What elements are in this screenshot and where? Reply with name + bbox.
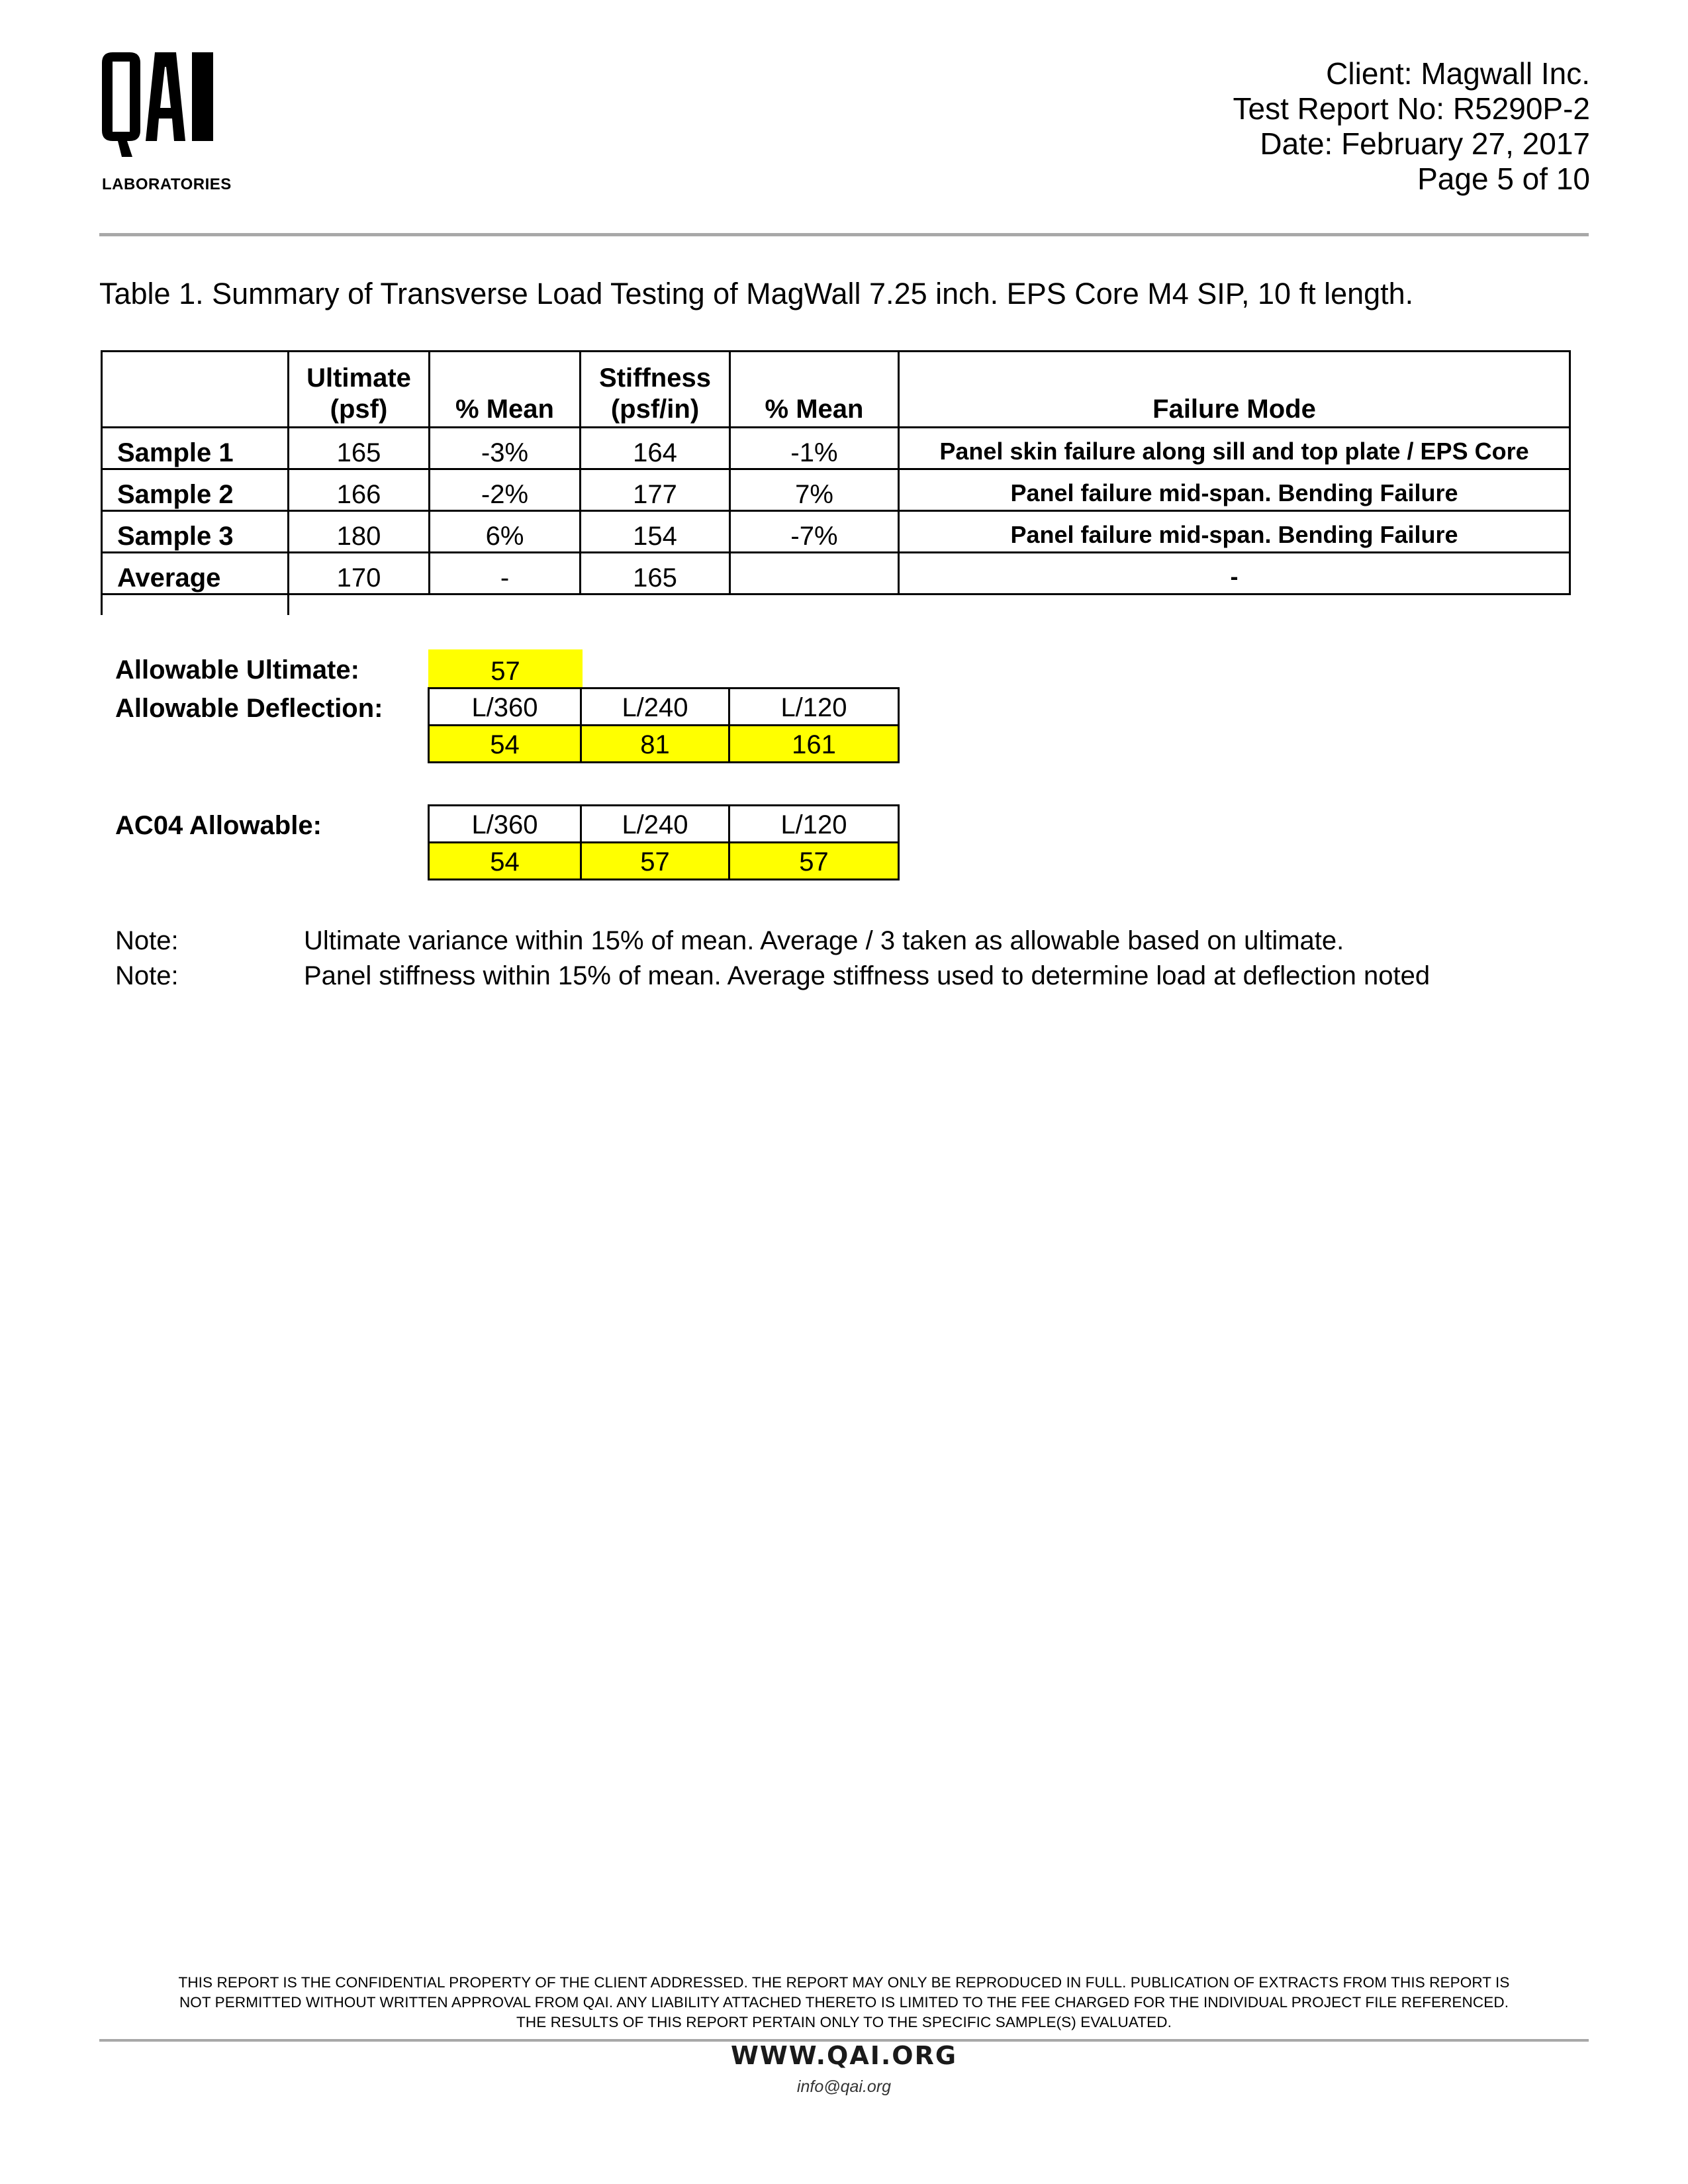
ac04-value: 57 <box>729 843 899 880</box>
ac04-header-row <box>429 806 899 843</box>
header-failure-mode: Failure Mode <box>899 352 1570 428</box>
note-key: Note: <box>115 961 179 990</box>
page-number: Page 5 of 10 <box>1417 162 1590 196</box>
table-row-average <box>102 553 1570 594</box>
pct-mean-value: 7% <box>730 469 899 511</box>
failure-mode-value: Panel failure mid-span. Bending Failure <box>899 511 1570 553</box>
stiffness-value: 164 <box>581 428 730 469</box>
failure-mode-value: Panel failure mid-span. Bending Failure <box>899 469 1570 511</box>
failure-mode-value: Panel skin failure along sill and top plate / EPS Core <box>899 428 1570 469</box>
header-blank <box>102 352 289 428</box>
report-date: Date: February 27, 2017 <box>1260 126 1590 161</box>
row-label: Sample 2 <box>102 469 289 511</box>
allowable-ultimate-value: 57 <box>428 649 583 688</box>
client-name: Client: Magwall Inc. <box>1326 56 1590 91</box>
ultimate-value: 165 <box>289 428 430 469</box>
ac04-allowable-label: AC04 Allowable: <box>115 811 322 840</box>
pct-mean-value: -7% <box>730 511 899 553</box>
stiffness-value: 177 <box>581 469 730 511</box>
stiffness-value: 154 <box>581 511 730 553</box>
pct-mean-value: 6% <box>430 511 581 553</box>
deflection-value: 54 <box>429 726 581 763</box>
ac04-header: L/120 <box>729 806 899 843</box>
deflection-header-row <box>429 688 899 726</box>
table-title: Table 1. Summary of Transverse Load Testing of MagWall 7.25 inch. EPS Core M4 SIP, 10 ft length. <box>99 277 1414 310</box>
table-row <box>102 428 1570 469</box>
summary-table <box>101 350 1571 595</box>
failure-mode-value: - <box>899 553 1570 594</box>
header-ultimate: Ultimate (psf) <box>289 352 430 428</box>
ac04-value: 57 <box>581 843 729 880</box>
deflection-value-row <box>429 726 899 763</box>
report-number: Test Report No: R5290P-2 <box>1233 91 1590 126</box>
ac04-allowable-table <box>428 804 900 880</box>
pct-mean-value: -1% <box>730 428 899 469</box>
table-row <box>102 511 1570 553</box>
header-pct-mean-ultimate: % Mean <box>430 352 581 428</box>
pct-mean-value: -3% <box>430 428 581 469</box>
header-divider <box>99 233 1589 236</box>
ultimate-value: 180 <box>289 511 430 553</box>
qai-logo <box>99 50 232 202</box>
pct-mean-value: -2% <box>430 469 581 511</box>
deflection-header: L/360 <box>429 688 581 726</box>
ac04-value: 54 <box>429 843 581 880</box>
disclaimer-line: NOT PERMITTED WITHOUT WRITTEN APPROVAL FROM QAI. ANY LIABILITY ATTACHED THERETO IS LIMITED TO THE FEE CHARGED FOR THE INDIVIDUAL PROJECT FILE REFERENCED. <box>179 1994 1509 2011</box>
header-stiffness: Stiffness (psf/in) <box>581 352 730 428</box>
note-key: Note: <box>115 926 179 955</box>
ac04-value-row <box>429 843 899 880</box>
report-header-info <box>1233 56 1591 197</box>
confidentiality-disclaimer <box>99 1973 1589 2032</box>
pct-mean-value <box>730 553 899 594</box>
allowable-ultimate-label: Allowable Ultimate: <box>115 655 359 685</box>
header-pct-mean-stiffness: % Mean <box>730 352 899 428</box>
table-stub-left <box>101 578 103 615</box>
website-link[interactable]: WWW.QAI.ORG <box>730 2041 958 2070</box>
deflection-header: L/120 <box>729 688 899 726</box>
allowable-deflection-label: Allowable Deflection: <box>115 694 383 723</box>
summary-header-row <box>102 352 1570 428</box>
deflection-value: 81 <box>581 726 729 763</box>
note-1 <box>115 926 1344 956</box>
row-label: Average <box>102 553 289 594</box>
disclaimer-line: THE RESULTS OF THIS REPORT PERTAIN ONLY TO THE SPECIFIC SAMPLE(S) EVALUATED. <box>516 2014 1172 2030</box>
deflection-header: L/240 <box>581 688 729 726</box>
stiffness-value: 165 <box>581 553 730 594</box>
row-label: Sample 1 <box>102 428 289 469</box>
ultimate-value: 166 <box>289 469 430 511</box>
ac04-header: L/240 <box>581 806 729 843</box>
table-stub-right <box>287 578 289 615</box>
disclaimer-line: THIS REPORT IS THE CONFIDENTIAL PROPERTY OF THE CLIENT ADDRESSED. THE REPORT MAY ONLY BE REPRODUCED IN FULL. PUBLICATION OF EXTRACTS FROM THIS REPORT IS <box>178 1974 1510 1991</box>
note-2 <box>115 961 1430 991</box>
ac04-header: L/360 <box>429 806 581 843</box>
pct-mean-value: - <box>430 553 581 594</box>
ultimate-value: 170 <box>289 553 430 594</box>
note-text: Panel stiffness within 15% of mean. Average stiffness used to determine load at deflection noted <box>304 961 1430 990</box>
allowable-deflection-table <box>428 687 900 763</box>
email-link[interactable]: info@qai.org <box>796 2077 892 2096</box>
note-text: Ultimate variance within 15% of mean. Average / 3 taken as allowable based on ultimate. <box>304 926 1344 955</box>
table-row <box>102 469 1570 511</box>
qai-logo-mark <box>99 50 218 162</box>
logo-subtitle: LABORATORIES <box>102 175 232 193</box>
deflection-value: 161 <box>729 726 899 763</box>
row-label: Sample 3 <box>102 511 289 553</box>
